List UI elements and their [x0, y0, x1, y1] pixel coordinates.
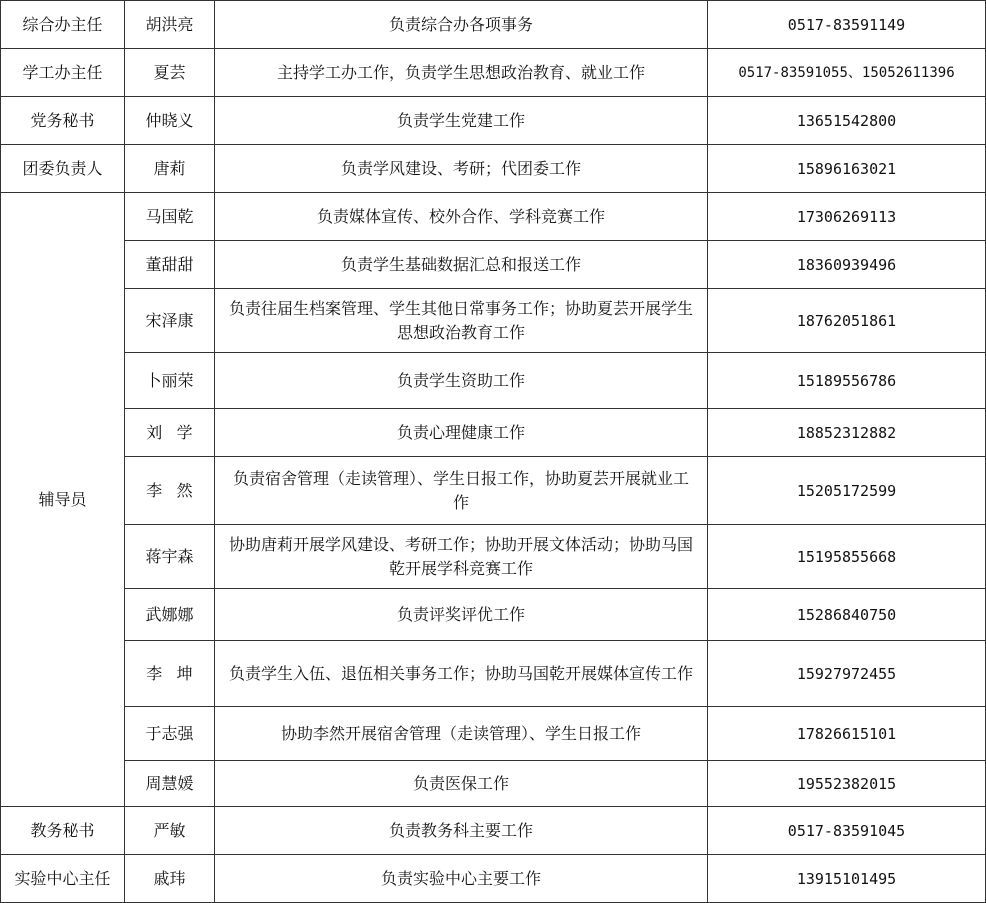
- duty-cell: 负责往届生档案管理、学生其他日常事务工作；协助夏芸开展学生思想政治教育工作: [215, 289, 708, 353]
- role-cell: 团委负责人: [1, 145, 125, 193]
- phone-cell: 15189556786: [708, 353, 986, 409]
- name-cell: 周慧媛: [125, 761, 215, 807]
- duty-cell: 主持学工办工作，负责学生思想政治教育、就业工作: [215, 49, 708, 97]
- name-cell: 李然: [125, 457, 215, 525]
- table-row: [1, 761, 986, 807]
- name-cell: 唐莉: [125, 145, 215, 193]
- name-cell: 仲晓义: [125, 97, 215, 145]
- phone-cell: 13651542800: [708, 97, 986, 145]
- role-cell: 综合办主任: [1, 1, 125, 49]
- duty-cell: 负责媒体宣传、校外合作、学科竞赛工作: [215, 193, 708, 241]
- name-cell: 胡洪亮: [125, 1, 215, 49]
- name-cell: 武娜娜: [125, 589, 215, 641]
- phone-cell: 15286840750: [708, 589, 986, 641]
- table-row: [1, 1, 986, 49]
- phone-cell: 15896163021: [708, 145, 986, 193]
- duty-cell: 负责评奖评优工作: [215, 589, 708, 641]
- name-cell: 刘学: [125, 409, 215, 457]
- name-cell: 戚玮: [125, 855, 215, 903]
- duty-cell: 负责教务科主要工作: [215, 807, 708, 855]
- phone-cell: 18762051861: [708, 289, 986, 353]
- role-cell: 党务秘书: [1, 97, 125, 145]
- duty-cell: 负责学生资助工作: [215, 353, 708, 409]
- table-row: [1, 145, 986, 193]
- phone-cell: 18360939496: [708, 241, 986, 289]
- table-row: [1, 353, 986, 409]
- duty-cell: 负责综合办各项事务: [215, 1, 708, 49]
- duty-cell: 负责宿舍管理（走读管理）、学生日报工作，协助夏芸开展就业工作: [215, 457, 708, 525]
- duty-cell: 负责学生入伍、退伍相关事务工作；协助马国乾开展媒体宣传工作: [215, 641, 708, 707]
- table-row: [1, 49, 986, 97]
- phone-cell: 15195855668: [708, 525, 986, 589]
- name-cell: 卜丽荣: [125, 353, 215, 409]
- role-cell: 实验中心主任: [1, 855, 125, 903]
- duty-cell: 协助李然开展宿舍管理（走读管理）、学生日报工作: [215, 707, 708, 761]
- name-cell: 于志强: [125, 707, 215, 761]
- phone-cell: 17826615101: [708, 707, 986, 761]
- table-row: [1, 289, 986, 353]
- table-row: [1, 589, 986, 641]
- table-row: [1, 97, 986, 145]
- name-cell: 严敏: [125, 807, 215, 855]
- duty-cell: 负责实验中心主要工作: [215, 855, 708, 903]
- role-cell: 学工办主任: [1, 49, 125, 97]
- table-row: [1, 641, 986, 707]
- table-row: [1, 855, 986, 903]
- phone-cell: 0517-83591055、15052611396: [708, 49, 986, 97]
- phone-cell: 0517-83591149: [708, 1, 986, 49]
- name-cell: 夏芸: [125, 49, 215, 97]
- duty-cell: 协助唐莉开展学风建设、考研工作；协助开展文体活动；协助马国乾开展学科竞赛工作: [215, 525, 708, 589]
- phone-cell: 15205172599: [708, 457, 986, 525]
- name-cell: 李坤: [125, 641, 215, 707]
- name-cell: 马国乾: [125, 193, 215, 241]
- phone-cell: 0517-83591045: [708, 807, 986, 855]
- table-row: [1, 457, 986, 525]
- table-row: [1, 409, 986, 457]
- phone-cell: 13915101495: [708, 855, 986, 903]
- table-row: [1, 707, 986, 761]
- table-row: [1, 193, 986, 241]
- duty-cell: 负责学生党建工作: [215, 97, 708, 145]
- duty-cell: 负责心理健康工作: [215, 409, 708, 457]
- duty-cell: 负责医保工作: [215, 761, 708, 807]
- duty-cell: 负责学风建设、考研；代团委工作: [215, 145, 708, 193]
- name-cell: 蒋宇森: [125, 525, 215, 589]
- phone-cell: 17306269113: [708, 193, 986, 241]
- role-cell-counselor: 辅导员: [1, 193, 125, 807]
- role-cell: 教务秘书: [1, 807, 125, 855]
- name-cell: 董甜甜: [125, 241, 215, 289]
- table-row: [1, 807, 986, 855]
- phone-cell: 15927972455: [708, 641, 986, 707]
- duty-cell: 负责学生基础数据汇总和报送工作: [215, 241, 708, 289]
- table-row: [1, 241, 986, 289]
- name-cell: 宋泽康: [125, 289, 215, 353]
- table-row: [1, 525, 986, 589]
- phone-cell: 18852312882: [708, 409, 986, 457]
- phone-cell: 19552382015: [708, 761, 986, 807]
